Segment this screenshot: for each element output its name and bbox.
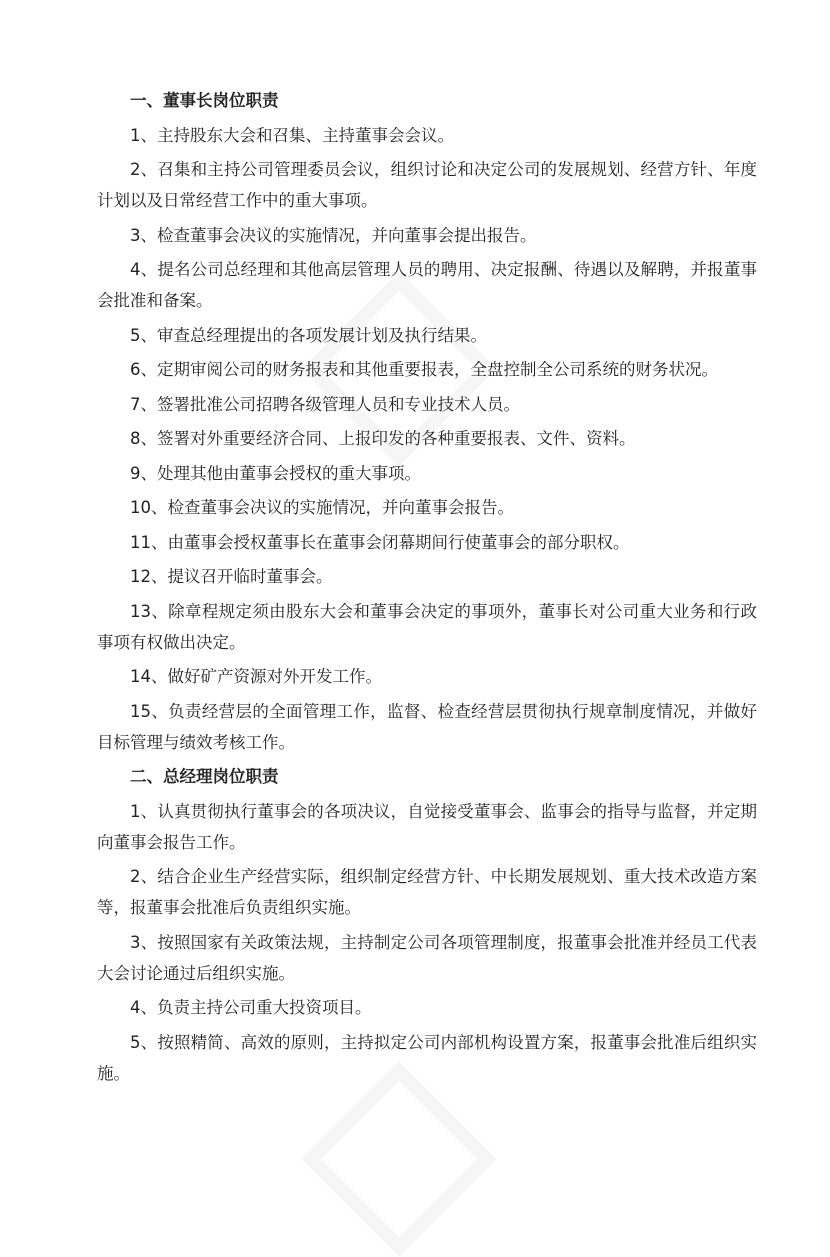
list-item: 3、检查董事会决议的实施情况，并向董事会提出报告。 [130,225,537,245]
list-item: 2、召集和主持公司管理委员会议，组织讨论和决定公司的发展规划、经营方针、年度计划以及日常经营工作中的重大事项。 [97,160,757,210]
list-item: 5、审查总经理提出的各项发展计划及执行结果。 [130,325,487,345]
list-item: 5、按照精简、高效的原则，主持拟定公司内部机构设置方案，报董事会批准后组织实施。 [97,1032,757,1083]
list-item: 15、负责经营层的全面管理工作，监督、检查经营层贯彻执行规章制度情况，并做好目标管理与绩效考核工作。 [97,701,757,752]
list-item: 9、处理其他由董事会授权的重大事项。 [130,463,421,483]
list-item: 1、主持股东大会和召集、主持董事会会议。 [130,125,454,145]
list-item: 11、由董事会授权董事长在董事会闭幕期间行使董事会的部分职权。 [130,532,630,552]
list-item: 10、检查董事会决议的实施情况，并向董事会报告。 [130,498,514,517]
list-item: 3、按照国家有关政策法规，主持制定公司各项管理制度，报董事会批准并经员工代表大会讨论通过后组织实施。 [97,932,757,983]
list-item: 14、做好矿产资源对外开发工作。 [130,667,382,686]
list-item: 4、提名公司总经理和其他高层管理人员的聘用、决定报酬、待遇以及解聘，并报董事会批准和备案。 [97,260,757,310]
list-item: 6、定期审阅公司的财务报表和其他重要报表，全盘控制全公司系统的财务状况。 [130,360,718,379]
list-item: 1、认真贯彻执行董事会的各项决议，自觉接受董事会、监事会的指导与监督，并定期向董事会报告工作。 [97,801,757,852]
list-item: 8、签署对外重要经济合同、上报印发的各种重要报表、文件、资料。 [130,429,636,448]
list-item: 2、结合企业生产经营实际，组织制定经营方针、中长期发展规划、重大技术改造方案等，报董事会批准后负责组织实施。 [97,867,757,917]
list-item: 12、提议召开临时董事会。 [130,567,333,586]
section-heading: 一、董事长岗位职责 [130,91,279,110]
document-page [97,85,757,1092]
list-item: 13、除章程规定须由股东大会和董事会决定的事项外，董事长对公司重大业务和行政事项有权做出决定。 [97,601,757,652]
list-item: 4、负责主持公司重大投资项目。 [130,998,372,1017]
section-heading: 二、总经理岗位职责 [130,767,279,786]
list-item: 7、签署批准公司招聘各级管理人员和专业技术人员。 [130,394,520,414]
